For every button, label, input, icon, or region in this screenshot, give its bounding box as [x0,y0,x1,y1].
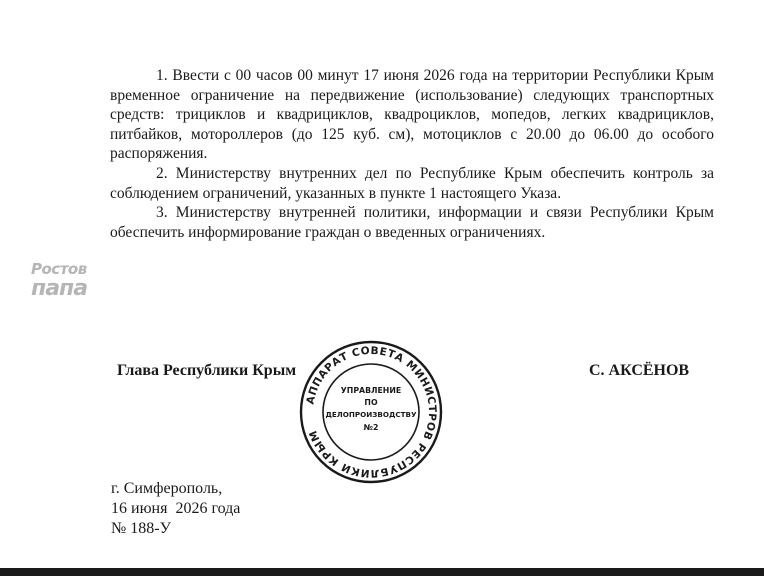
signatory-name: С. АКСЁНОВ [589,362,690,379]
decree-paragraph-1: 1. Ввести с 00 часов 00 минут 17 июня 2026 года на территории Республики Крым временное ограничение на передвижение (использование) следующих транспортных средств: трициклов и квадрициклов, квадроциклов, мопедов, легких квадрициклов, питбайков, мотороллеров (до 125 куб. см), мотоциклов с 20.00 до 06.00 до особого распоряжения. [110,67,714,163]
official-stamp [296,337,446,487]
decree-body [110,66,714,242]
issue-date: 16 июня 2026 года [111,500,241,517]
stamp-center-line-3: ДЕЛОПРОИЗВОДСТВУ [325,410,417,419]
decree-number: № 188-У [111,520,171,537]
stamp-ring-text: АППАРАТ СОВЕТА МИНИСТРОВ РЕСПУБЛИКИ КРЫМ [304,344,439,480]
watermark-logo [27,262,99,302]
bottom-border [0,568,764,576]
stamp-center-line-4: №2 [363,423,379,432]
watermark-line-2: папа [31,276,88,301]
stamp-center-line-1: УПРАВЛЕНИЕ [340,386,402,395]
stamp-center-line-2: ПО [364,398,378,407]
issue-place: г. Симферополь, [111,480,223,497]
signatory-position: Глава Республики Крым [117,362,297,379]
issue-details [111,479,240,539]
watermark-line-1: Ростов [31,260,87,278]
decree-paragraph-3: 3. Министерству внутренней политики, информации и связи Республики Крым обеспечить информирование граждан о введенных ограничениях. [110,204,714,241]
decree-paragraph-2: 2. Министерству внутренних дел по Республике Крым обеспечить контроль за соблюдением ограничений, указанных в пункте 1 настоящего Указа. [110,164,714,202]
